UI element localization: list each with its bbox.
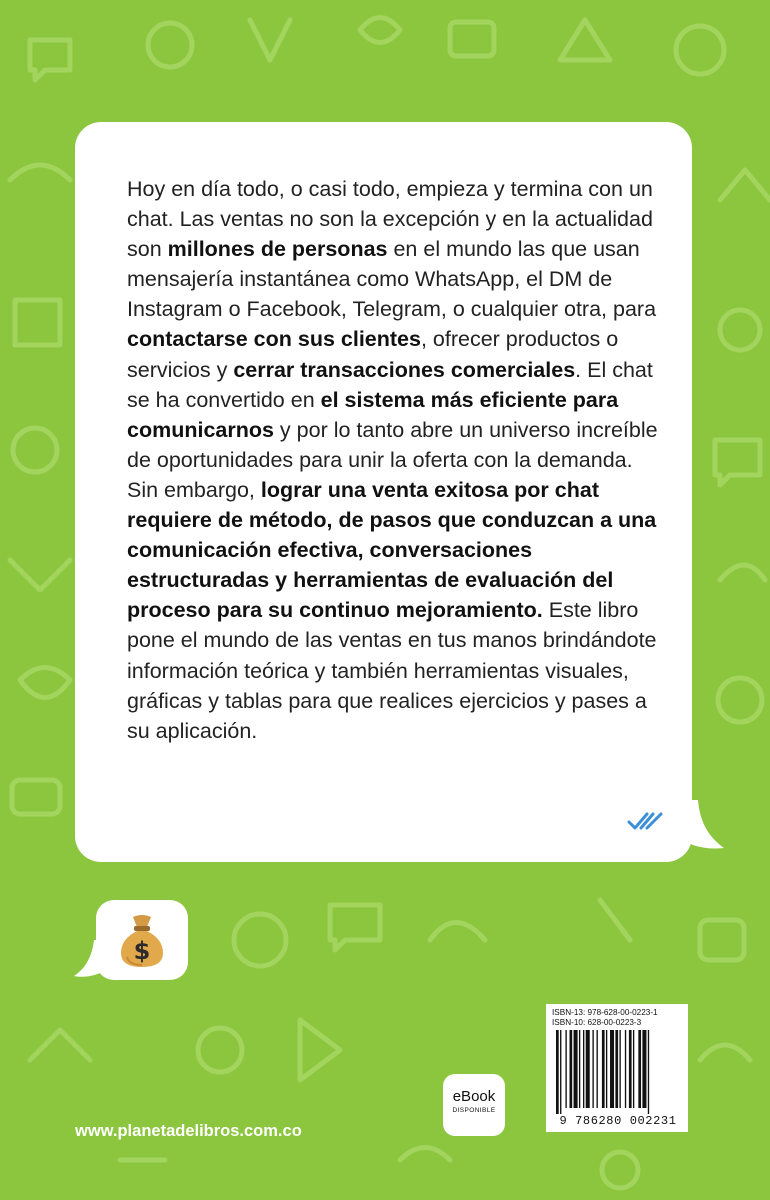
isbn-barcode-box (546, 1004, 688, 1132)
ebook-subtitle: DISPONIBLE (452, 1107, 496, 1114)
blurb-bold: contactarse con sus clientes (127, 327, 421, 352)
isbn-13: ISBN-13: 978-628-00-0223-1 (552, 1008, 658, 1017)
blurb-text: . El chat se ha convertido en (127, 357, 653, 412)
money-bag-icon (117, 913, 167, 969)
blurb-text: Hoy en día todo, o casi todo, empieza y termina con un chat. Las ventas no son la excepción y en la actualidad son (127, 177, 653, 262)
blurb-text: en el mundo las que usan mensajería instantánea como WhatsApp, el DM de Instagram o Facebook, Telegram, o cualquier otra, para (127, 237, 657, 322)
blurb-bold: millones de personas (167, 237, 388, 262)
publisher-url[interactable]: www.planetadelibros.com.co (75, 1122, 302, 1140)
blurb-text: Este libro pone el mundo de las ventas en tus manos brindándote información teórica y también herramientas visuales, gráficas y tablas para que realices ejercicios y pases a su aplicación. (127, 598, 657, 743)
isbn-10: ISBN-10: 628-00-0223-3 (552, 1018, 642, 1027)
chat-bubble (75, 122, 692, 862)
ebook-badge (443, 1074, 505, 1136)
barcode (554, 1030, 682, 1114)
double-check-icon (627, 810, 663, 832)
blurb-text: , ofrecer productos o servicios y (127, 327, 619, 382)
back-cover-blurb (127, 174, 667, 746)
blurb-text: y por lo tanto abre un universo increíble de oportunidades para unir la oferta con la demanda. Sin embargo, (127, 417, 658, 502)
ebook-title: eBook (452, 1088, 496, 1105)
barcode-digits: 9 786280 002231 (559, 1114, 677, 1128)
blurb-bold: cerrar transacciones comerciales (233, 357, 576, 382)
blurb-bold: el sistema más eficiente para comunicarnos (127, 387, 619, 442)
blurb-bold: lograr una venta exitosa por chat requiere de método, de pasos que conduzcan a una comunicación efectiva, conversaciones estructuradas y herramientas de evaluación del proceso para su continuo mejoramiento. (127, 477, 657, 623)
svg-text:$: $ (133, 937, 151, 965)
